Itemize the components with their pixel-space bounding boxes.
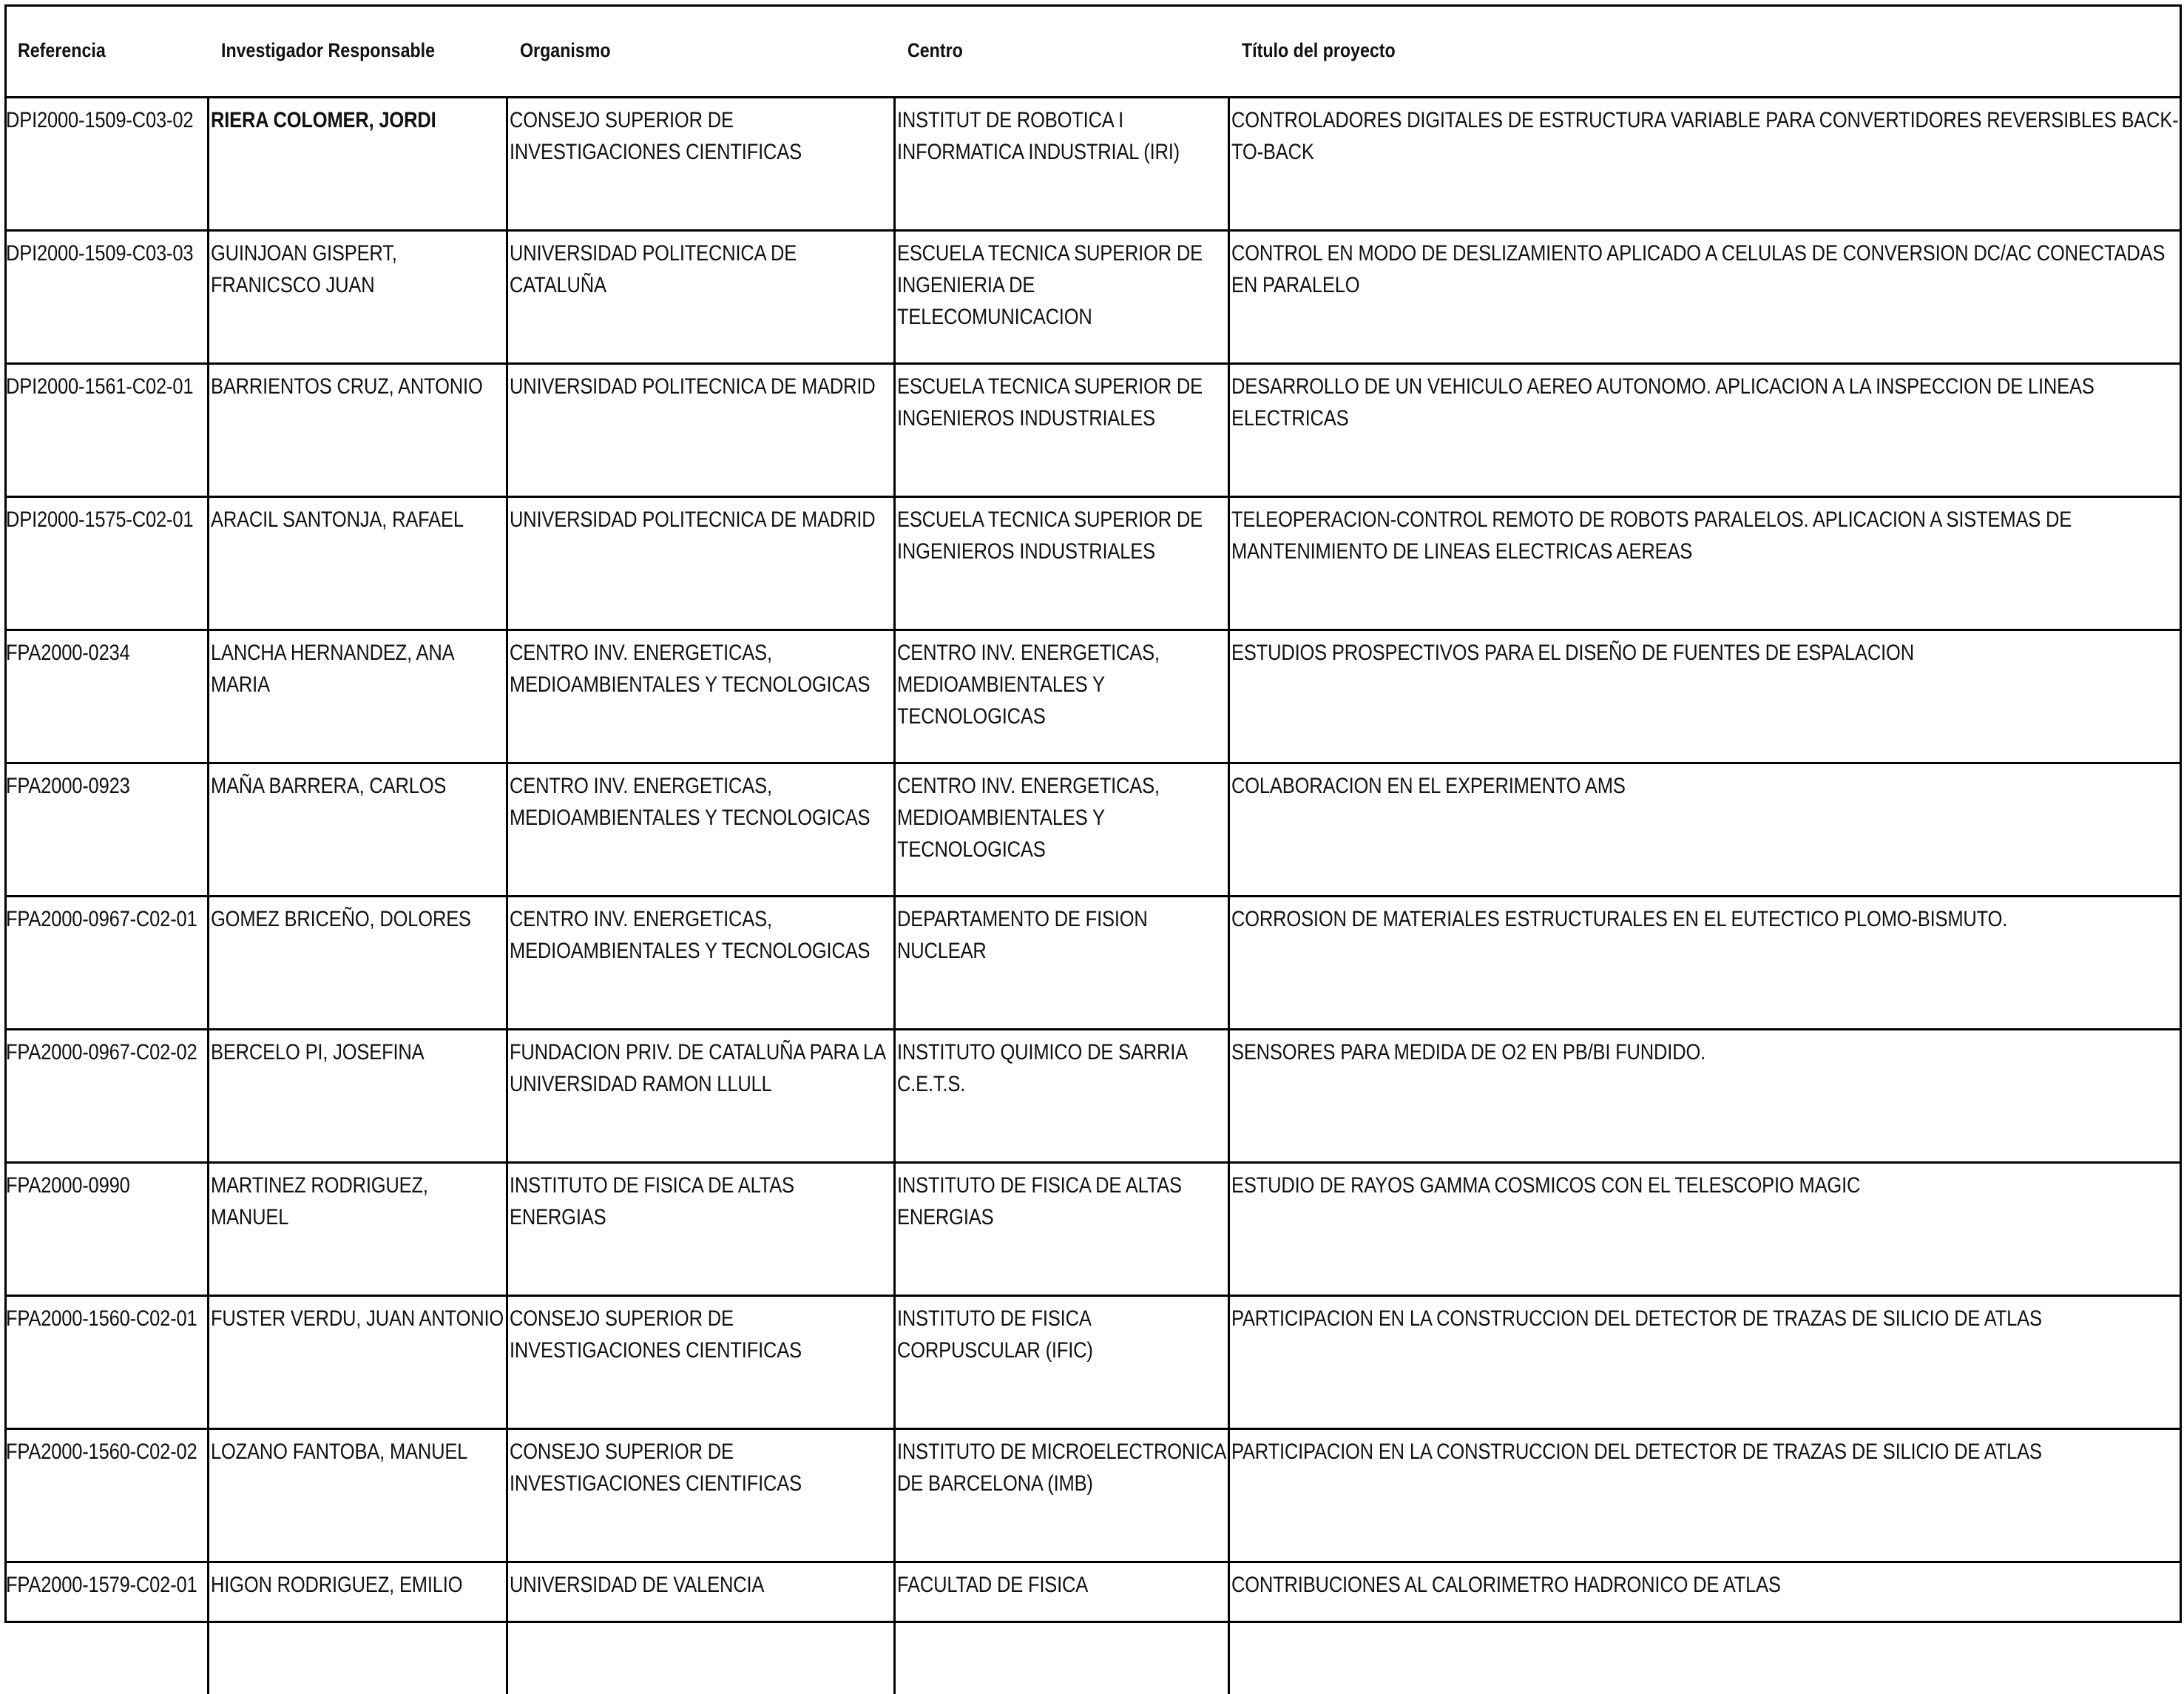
- table-row: [4, 897, 2182, 1030]
- investigador-text: MAÑA BARRERA, CARLOS: [211, 770, 504, 802]
- referencia-text: DPI2000-1509-C03-03: [6, 237, 208, 269]
- table-row: [4, 1296, 2182, 1429]
- referencia-text: FPA2000-0967-C02-02: [6, 1036, 208, 1068]
- investigador-text: GOMEZ BRICEÑO, DOLORES: [211, 903, 504, 935]
- referencia-text: FPA2000-0990: [6, 1170, 208, 1201]
- cell-titulo: [1228, 497, 2182, 630]
- table-body: [4, 98, 2182, 1694]
- organismo-text: INSTITUTO DE FISICA DE ALTAS ENERGIAS: [510, 1170, 892, 1233]
- organismo-text: UNIVERSIDAD POLITECNICA DE MADRID: [510, 371, 892, 402]
- cell-centro: [894, 1030, 1228, 1163]
- cell-referencia: [4, 897, 208, 1030]
- centro-text: INSTITUTO DE FISICA CORPUSCULAR (IFIC): [897, 1303, 1225, 1366]
- cell-titulo: [1228, 1163, 2182, 1296]
- table-row: [4, 1030, 2182, 1163]
- investigador-text: BARRIENTOS CRUZ, ANTONIO: [211, 371, 504, 402]
- table-row: [4, 1163, 2182, 1296]
- table-row: [4, 497, 2182, 630]
- centro-text: INSTITUTO DE FISICA DE ALTAS ENERGIAS: [897, 1170, 1225, 1233]
- centro-text: CENTRO INV. ENERGETICAS, MEDIOAMBIENTALES Y TECNOLOGICAS: [897, 770, 1225, 865]
- cell-referencia: [4, 364, 208, 497]
- cell-organismo: [507, 897, 894, 1030]
- cell-investigador: [208, 763, 507, 897]
- centro-text: INSTITUTO DE MICROELECTRONICA DE BARCELONA (IMB): [897, 1436, 1225, 1499]
- cell-referencia: [4, 98, 208, 231]
- header-centro: Centro: [894, 4, 1228, 98]
- cell-centro: [894, 1429, 1228, 1562]
- cell-investigador: [208, 231, 507, 364]
- organismo-text: CONSEJO SUPERIOR DE INVESTIGACIONES CIENTIFICAS: [510, 1303, 892, 1366]
- cell-organismo: [507, 231, 894, 364]
- header-row: [4, 4, 2182, 98]
- cell-investigador: [208, 897, 507, 1030]
- table-row: [4, 763, 2182, 897]
- referencia-text: FPA2000-0923: [6, 770, 208, 802]
- referencia-text: FPA2000-1560-C02-02: [6, 1436, 208, 1468]
- centro-text: ESCUELA TECNICA SUPERIOR DE INGENIEROS INDUSTRIALES: [897, 371, 1225, 434]
- titulo-text: CONTROLADORES DIGITALES DE ESTRUCTURA VARIABLE PARA CONVERTIDORES REVERSIBLES BACK-TO-BACK: [1231, 104, 2182, 168]
- cell-organismo: [507, 98, 894, 231]
- investigador-text: GUINJOAN GISPERT, FRANICSCO JUAN: [211, 237, 504, 301]
- cell-investigador: [208, 497, 507, 630]
- cell-centro: [894, 1163, 1228, 1296]
- cell-titulo: [1228, 364, 2182, 497]
- cell-centro: [894, 231, 1228, 364]
- cell-referencia: [4, 1030, 208, 1163]
- investigador-text: ARACIL SANTONJA, RAFAEL: [211, 504, 504, 536]
- titulo-text: TELEOPERACION-CONTROL REMOTO DE ROBOTS PARALELOS. APLICACION A SISTEMAS DE MANTENIMIENTO DE LINEAS ELECTRICAS AEREAS: [1231, 504, 2182, 567]
- cell-investigador: [208, 630, 507, 763]
- cell-organismo: [507, 364, 894, 497]
- titulo-text: DESARROLLO DE UN VEHICULO AEREO AUTONOMO. APLICACION A LA INSPECCION DE LINEAS ELECTRICAS: [1231, 371, 2182, 434]
- organismo-text: CONSEJO SUPERIOR DE INVESTIGACIONES CIENTIFICAS: [510, 1436, 892, 1499]
- cell-centro: [894, 1296, 1228, 1429]
- titulo-text: COLABORACION EN EL EXPERIMENTO AMS: [1231, 770, 2182, 802]
- titulo-text: CORROSION DE MATERIALES ESTRUCTURALES EN EL EUTECTICO PLOMO-BISMUTO.: [1231, 903, 2182, 935]
- referencia-text: FPA2000-1579-C02-01: [6, 1569, 208, 1601]
- centro-text: FACULTAD DE FISICA: [897, 1569, 1225, 1601]
- header-organismo: Organismo: [507, 4, 894, 98]
- header-investigador: Investigador Responsable: [208, 4, 507, 98]
- cell-referencia: [4, 763, 208, 897]
- centro-text: ESCUELA TECNICA SUPERIOR DE INGENIEROS INDUSTRIALES: [897, 504, 1225, 567]
- organismo-text: FUNDACION PRIV. DE CATALUÑA PARA LA UNIVERSIDAD RAMON LLULL: [510, 1036, 892, 1100]
- projects-table: [4, 4, 2182, 1694]
- cell-centro: [894, 763, 1228, 897]
- referencia-text: FPA2000-0967-C02-01: [6, 903, 208, 935]
- cell-investigador: [208, 98, 507, 231]
- cell-titulo: [1228, 1030, 2182, 1163]
- titulo-text: CONTRIBUCIONES AL CALORIMETRO HADRONICO DE ATLAS: [1231, 1569, 2182, 1601]
- centro-text: INSTITUTO QUIMICO DE SARRIA C.E.T.S.: [897, 1036, 1225, 1100]
- investigador-text: BERCELO PI, JOSEFINA: [211, 1036, 504, 1068]
- cell-investigador: [208, 1296, 507, 1429]
- referencia-text: DPI2000-1575-C02-01: [6, 504, 208, 536]
- titulo-text: ESTUDIO DE RAYOS GAMMA COSMICOS CON EL TELESCOPIO MAGIC: [1231, 1170, 2182, 1201]
- cell-titulo: [1228, 231, 2182, 364]
- cell-organismo: [507, 497, 894, 630]
- cell-organismo: [507, 1163, 894, 1296]
- header-referencia: Referencia: [4, 4, 208, 98]
- cell-centro: [894, 98, 1228, 231]
- table-header: [4, 4, 2182, 98]
- referencia-text: FPA2000-1560-C02-01: [6, 1303, 208, 1334]
- cell-organismo: [507, 630, 894, 763]
- table-row: [4, 364, 2182, 497]
- centro-text: DEPARTAMENTO DE FISION NUCLEAR: [897, 903, 1225, 967]
- cell-investigador: [208, 1030, 507, 1163]
- cell-referencia: [4, 497, 208, 630]
- table-row: [4, 231, 2182, 364]
- cell-titulo: [1228, 1429, 2182, 1562]
- cell-investigador: [208, 1429, 507, 1562]
- investigador-text: MARTINEZ RODRIGUEZ, MANUEL: [211, 1170, 504, 1233]
- centro-text: ESCUELA TECNICA SUPERIOR DE INGENIERIA DE TELECOMUNICACION: [897, 237, 1225, 333]
- referencia-text: DPI2000-1561-C02-01: [6, 371, 208, 402]
- table-row: [4, 1429, 2182, 1562]
- cell-referencia: [4, 231, 208, 364]
- investigador-text: LOZANO FANTOBA, MANUEL: [211, 1436, 504, 1468]
- centro-text: INSTITUT DE ROBOTICA I INFORMATICA INDUSTRIAL (IRI): [897, 104, 1225, 168]
- titulo-text: ESTUDIOS PROSPECTIVOS PARA EL DISEÑO DE FUENTES DE ESPALACION: [1231, 637, 2182, 669]
- organismo-text: CENTRO INV. ENERGETICAS, MEDIOAMBIENTALES Y TECNOLOGICAS: [510, 637, 892, 701]
- titulo-text: PARTICIPACION EN LA CONSTRUCCION DEL DETECTOR DE TRAZAS DE SILICIO DE ATLAS: [1231, 1436, 2182, 1468]
- centro-text: CENTRO INV. ENERGETICAS, MEDIOAMBIENTALES Y TECNOLOGICAS: [897, 637, 1225, 732]
- cell-titulo: [1228, 98, 2182, 231]
- referencia-text: FPA2000-0234: [6, 637, 208, 669]
- cell-centro: [894, 630, 1228, 763]
- cell-referencia: [4, 630, 208, 763]
- cell-investigador: [208, 364, 507, 497]
- organismo-text: CENTRO INV. ENERGETICAS, MEDIOAMBIENTALES Y TECNOLOGICAS: [510, 903, 892, 967]
- organismo-text: UNIVERSIDAD POLITECNICA DE CATALUÑA: [510, 237, 892, 301]
- investigador-text: RIERA COLOMER, JORDI: [211, 104, 504, 136]
- cell-centro: [894, 897, 1228, 1030]
- cell-titulo: [1228, 897, 2182, 1030]
- organismo-text: CONSEJO SUPERIOR DE INVESTIGACIONES CIENTIFICAS: [510, 104, 892, 168]
- cell-investigador: [208, 1163, 507, 1296]
- cell-titulo: [1228, 630, 2182, 763]
- organismo-text: UNIVERSIDAD DE VALENCIA: [510, 1569, 892, 1601]
- cell-organismo: [507, 1296, 894, 1429]
- cell-referencia: [4, 1163, 208, 1296]
- cell-centro: [894, 497, 1228, 630]
- investigador-text: FUSTER VERDU, JUAN ANTONIO: [211, 1303, 504, 1334]
- table-row: [4, 98, 2182, 231]
- cell-titulo: [1228, 763, 2182, 897]
- organismo-text: CENTRO INV. ENERGETICAS, MEDIOAMBIENTALES Y TECNOLOGICAS: [510, 770, 892, 834]
- cell-organismo: [507, 1429, 894, 1562]
- cell-referencia: [4, 1296, 208, 1429]
- titulo-text: CONTROL EN MODO DE DESLIZAMIENTO APLICADO A CELULAS DE CONVERSION DC/AC CONECTADAS EN PARALELO: [1231, 237, 2182, 301]
- titulo-text: PARTICIPACION EN LA CONSTRUCCION DEL DETECTOR DE TRAZAS DE SILICIO DE ATLAS: [1231, 1303, 2182, 1334]
- cell-organismo: [507, 1030, 894, 1163]
- table-row: [4, 630, 2182, 763]
- referencia-text: DPI2000-1509-C03-02: [6, 104, 208, 136]
- titulo-text: SENSORES PARA MEDIDA DE O2 EN PB/BI FUNDIDO.: [1231, 1036, 2182, 1068]
- cell-centro: [894, 364, 1228, 497]
- cell-referencia: [4, 1429, 208, 1562]
- investigador-text: HIGON RODRIGUEZ, EMILIO: [211, 1569, 504, 1601]
- investigador-text: LANCHA HERNANDEZ, ANA MARIA: [211, 637, 504, 701]
- cell-organismo: [507, 763, 894, 897]
- header-titulo: Título del proyecto: [1228, 4, 2182, 98]
- cell-titulo: [1228, 1296, 2182, 1429]
- organismo-text: UNIVERSIDAD POLITECNICA DE MADRID: [510, 504, 892, 536]
